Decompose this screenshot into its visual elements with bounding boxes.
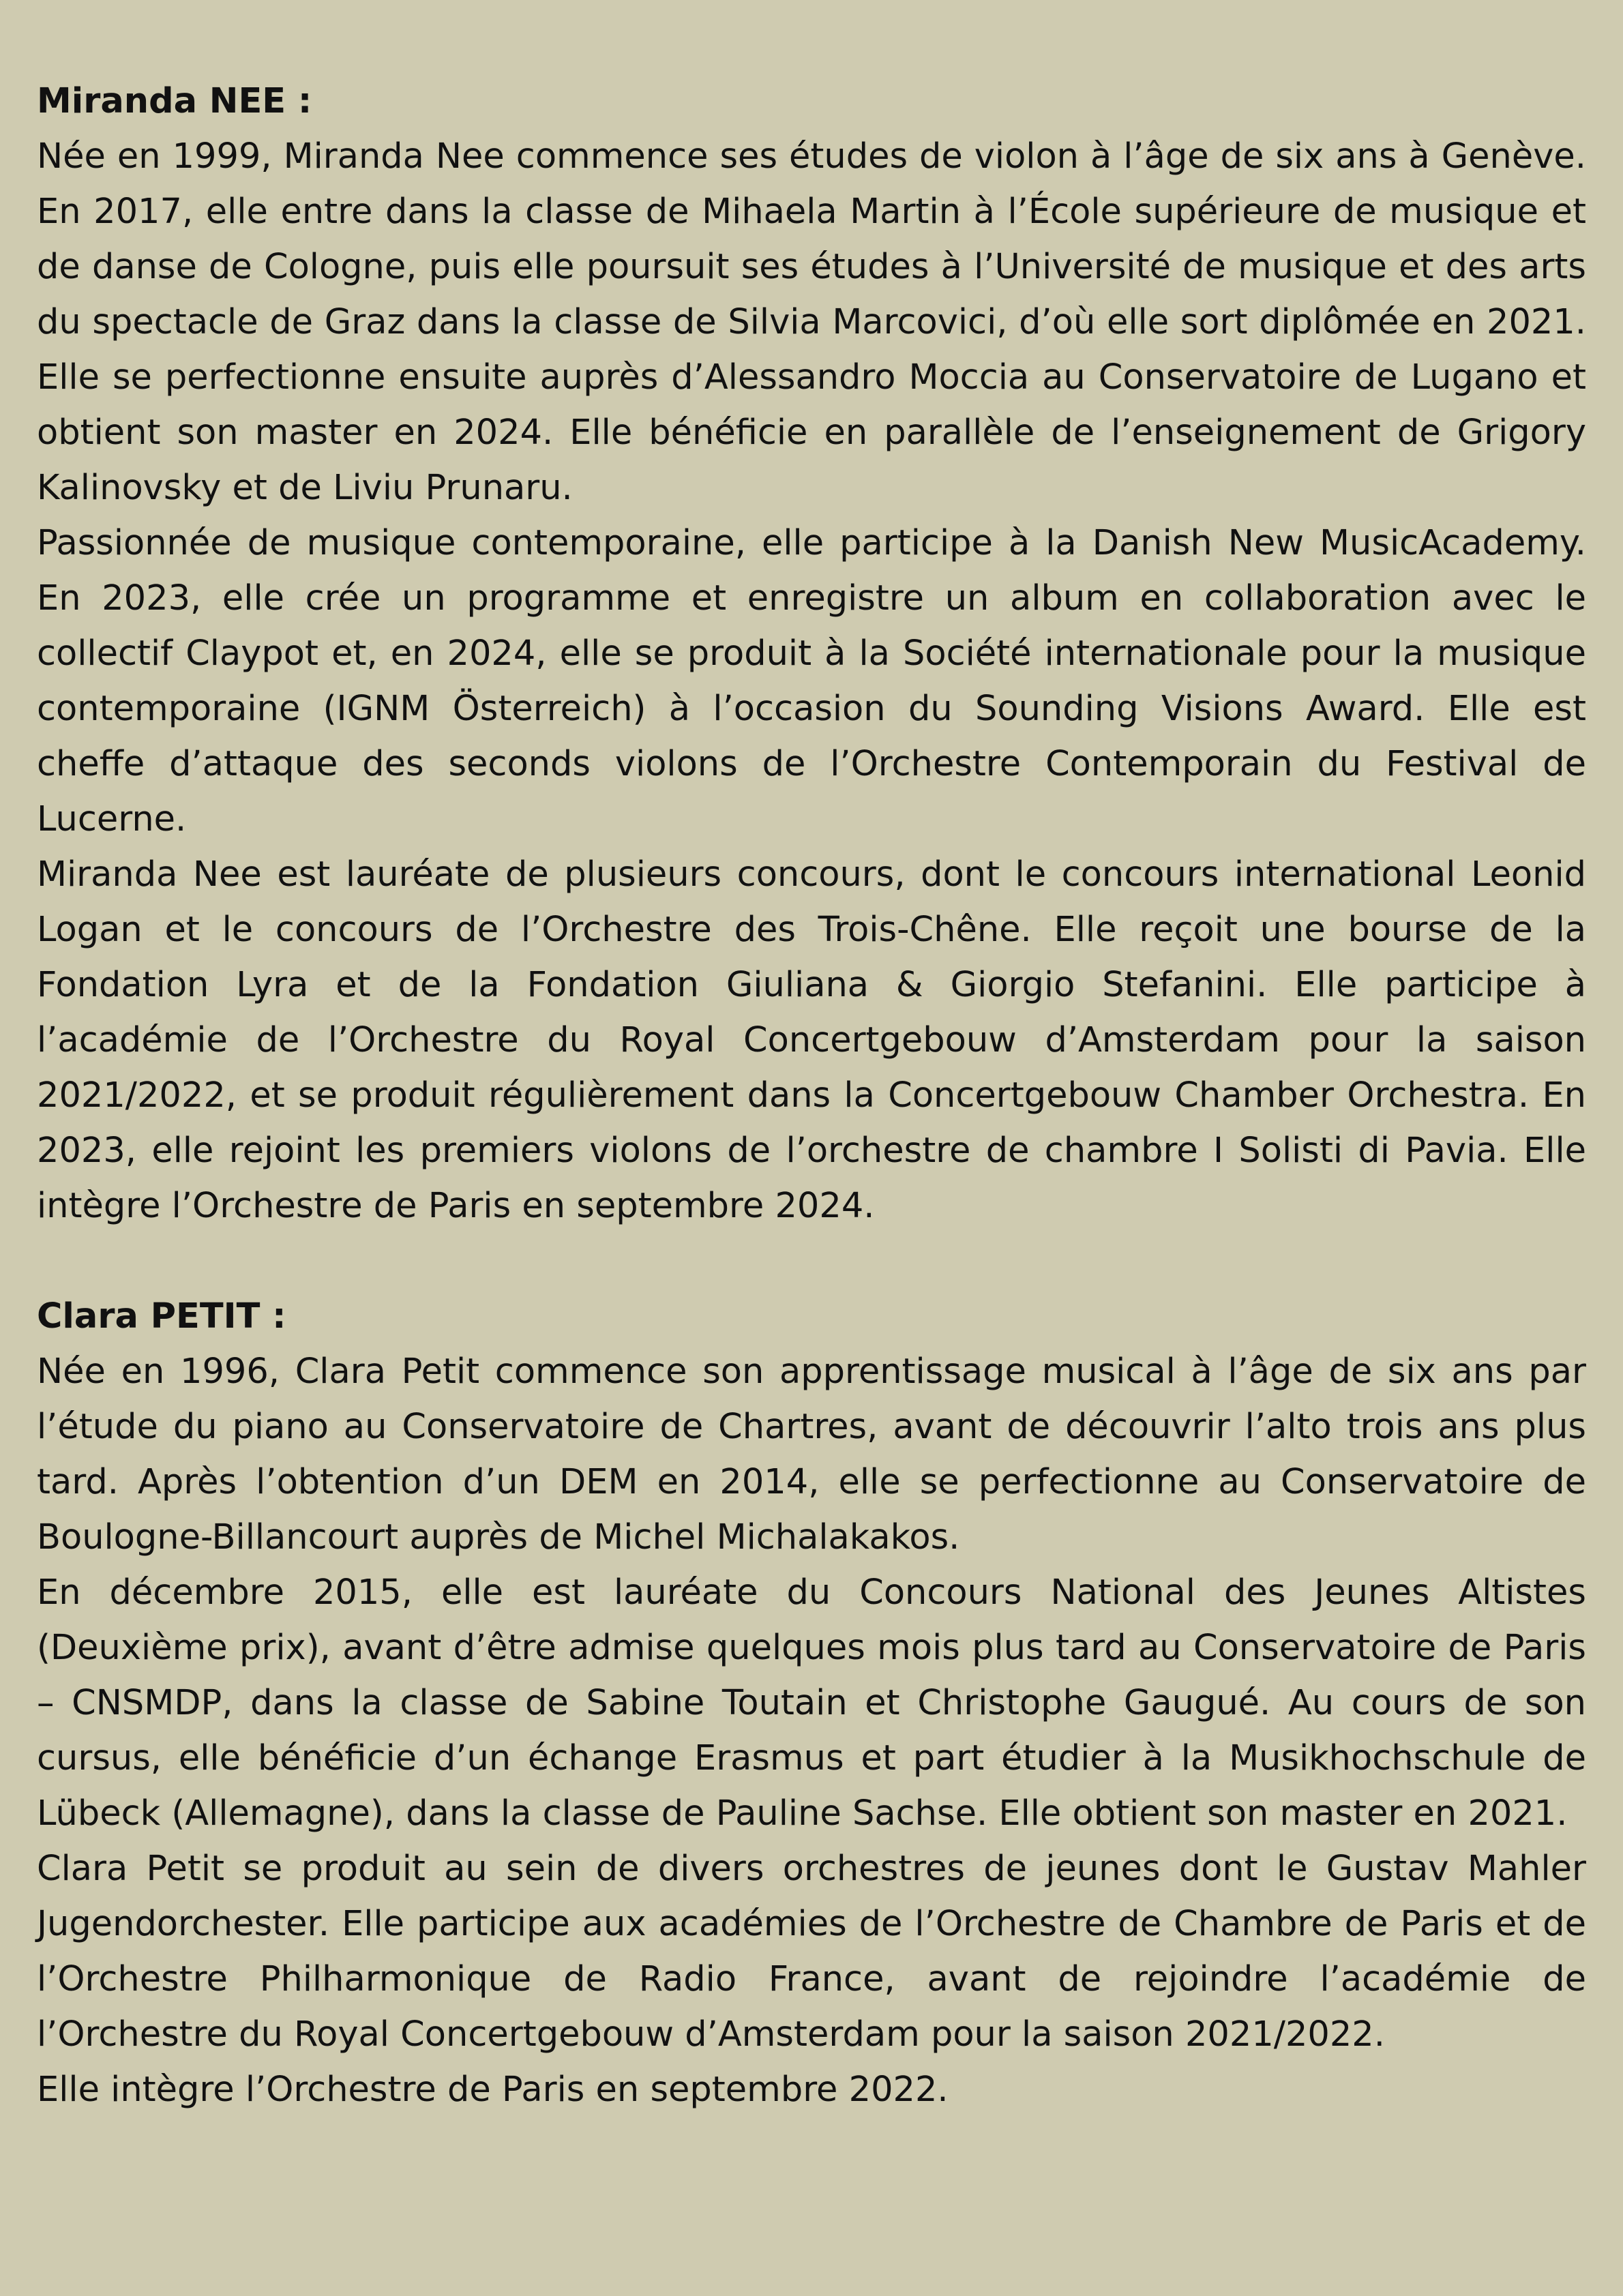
bio-miranda-nee: [37, 74, 1586, 1234]
biographies-document: [37, 74, 1586, 2117]
bio-paragraph: Clara Petit se produit au sein de divers orchestres de jeunes dont le Gustav Mahler Jugendorchester. Elle participe aux académies de l’Orchestre de Chambre de Paris et de l’Orchestre Philharmonique de Radio France, avant de rejoindre l’académie de l’Orchestre du Royal Concertgebouw d’Amsterdam pour la saison 2021/2022.: [37, 1849, 1586, 2055]
bio-heading: Clara PETIT :: [37, 1296, 286, 1337]
bio-paragraph: Miranda Nee est lauréate de plusieurs concours, dont le concours international Leonid Logan et le concours de l’Orchestre des Trois-Chêne. Elle reçoit une bourse de la Fondation Lyra et de la Fondation Giuliana & Giorgio Stefanini. Elle participe à l’académie de l’Orchestre du Royal Concertgebouw d’Amsterdam pour la saison 2021/2022, et se produit régulièrement dans la Concertgebouw Chamber Orchestra. En 2023, elle rejoint les premiers violons de l’orchestre de chambre I Solisti di Pavia. Elle intègre l’Orchestre de Paris en septembre 2024.: [37, 854, 1586, 1226]
bio-paragraph: Passionnée de musique contemporaine, elle participe à la Danish New MusicAcademy. En 2023, elle crée un programme et enregistre un album en collaboration avec le collectif Claypot et, en 2024, elle se produit à la Société internationale pour la musique contemporaine (IGNM Österreich) à l’occasion du Sounding Visions Award. Elle est cheffe d’attaque des seconds violons de l’Orchestre Contemporain du Festival de Lucerne.: [37, 523, 1586, 839]
bio-paragraph: En décembre 2015, elle est lauréate du Concours National des Jeunes Altistes (Deuxième prix), avant d’être admise quelques mois plus tard au Conservatoire de Paris – CNSMDP, dans la classe de Sabine Toutain et Christophe Gaugué. Au cours de son cursus, elle bénéficie d’un échange Erasmus et part étudier à la Musikhochschule de Lübeck (Allemagne), dans la classe de Pauline Sachse. Elle obtient son master en 2021.: [37, 1572, 1586, 1834]
bio-paragraph: Née en 1996, Clara Petit commence son apprentissage musical à l’âge de six ans par l’étude du piano au Conservatoire de Chartres, avant de découvrir l’alto trois ans plus tard. Après l’obtention d’un DEM en 2014, elle se perfectionne au Conservatoire de Boulogne-Billancourt auprès de Michel Michalakakos.: [37, 1352, 1586, 1557]
bio-paragraph: Elle intègre l’Orchestre de Paris en septembre 2022.: [37, 2070, 949, 2110]
bio-heading: Miranda NEE :: [37, 81, 312, 121]
bio-paragraph: Née en 1999, Miranda Nee commence ses études de violon à l’âge de six ans à Genève. En 2017, elle entre dans la classe de Mihaela Martin à l’École supérieure de musique et de danse de Cologne, puis elle poursuit ses études à l’Université de musique et des arts du spectacle de Graz dans la classe de Silvia Marcovici, d’où elle sort diplômée en 2021. Elle se perfectionne ensuite auprès d’Alessandro Moccia au Conservatoire de Lugano et obtient son master en 2024. Elle bénéficie en parallèle de l’enseignement de Grigory Kalinovsky et de Liviu Prunaru.: [37, 136, 1586, 508]
bio-clara-petit: [37, 1289, 1586, 2117]
